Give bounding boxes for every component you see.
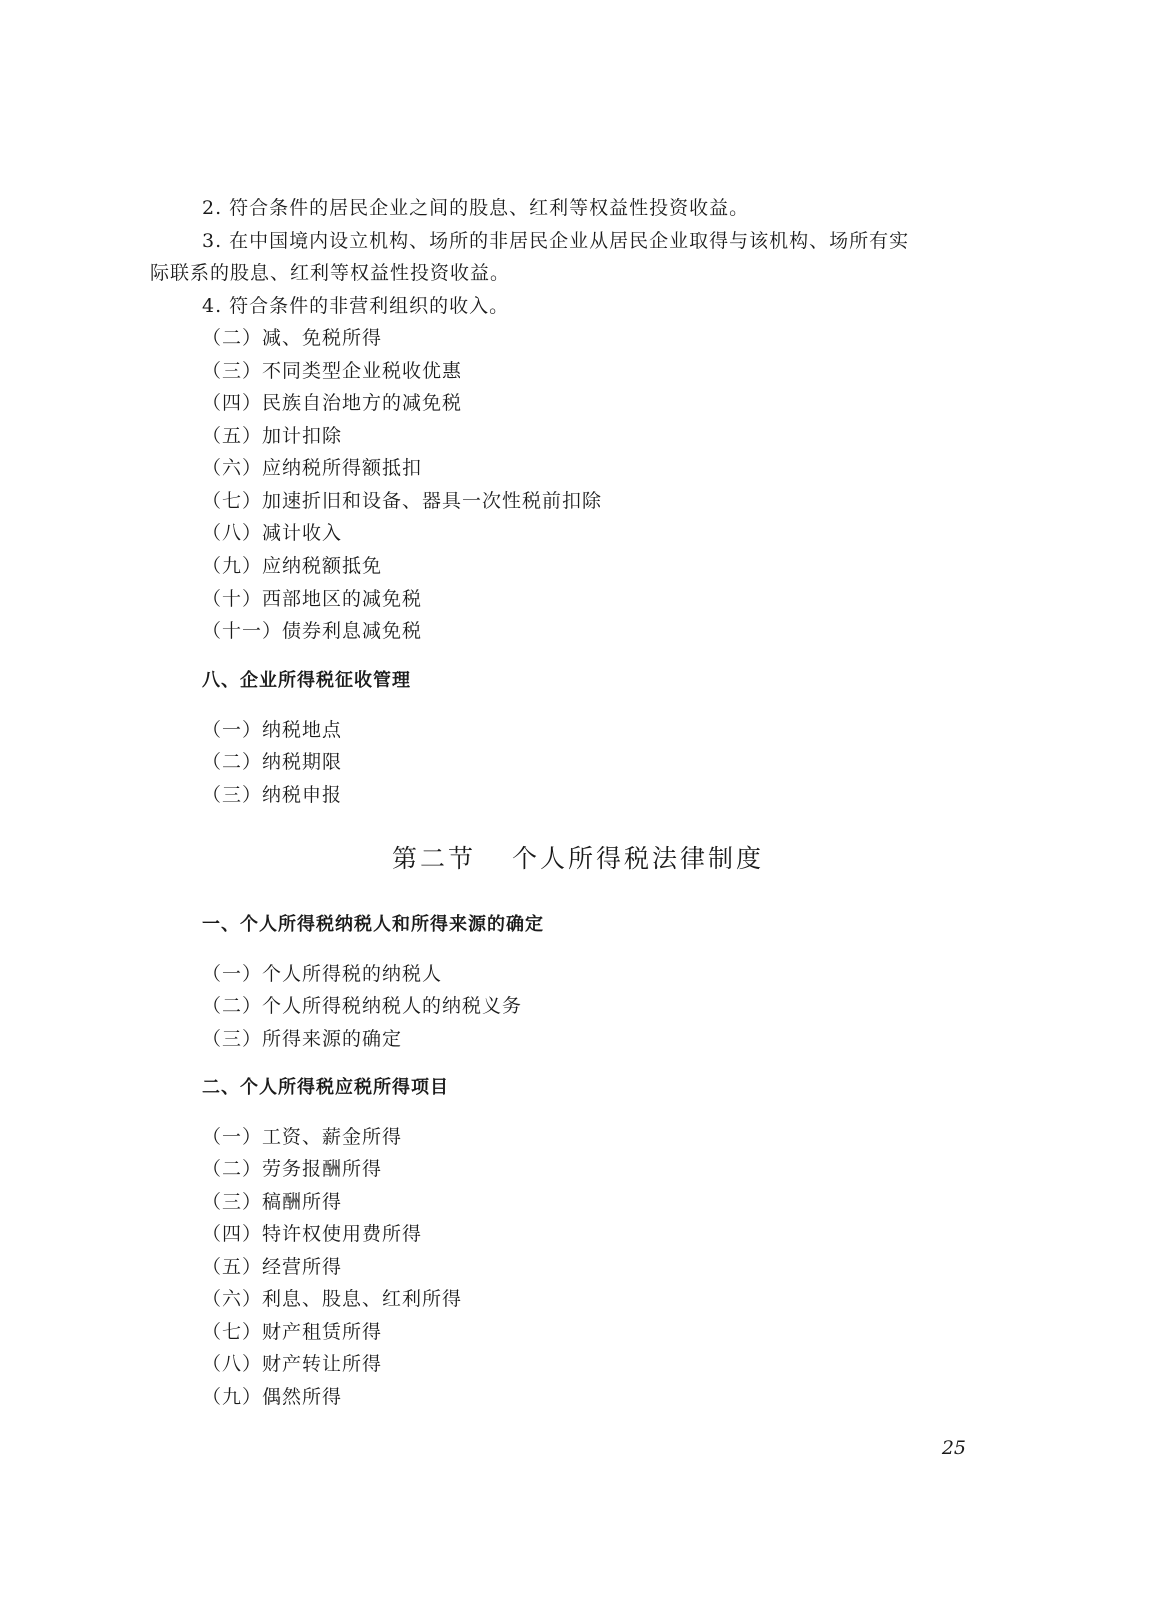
- list-item: （十）西部地区的减免税: [202, 588, 423, 610]
- list-item: （五）经营所得: [202, 1256, 343, 1278]
- paragraph-item-3-line1: 3. 在中国境内设立机构、场所的非居民企业从居民企业取得与该机构、场所有实: [202, 230, 910, 252]
- list-item: （六）利息、股息、红利所得: [202, 1288, 463, 1310]
- list-item: （九）偶然所得: [202, 1386, 343, 1408]
- list-item: （八）减计收入: [202, 522, 343, 544]
- list-item: （一）纳税地点: [202, 719, 343, 741]
- list-item: （二）纳税期限: [202, 751, 343, 773]
- list-item: （一）个人所得税的纳税人: [202, 963, 443, 985]
- page-number: 25: [941, 1437, 966, 1459]
- list-item: （三）不同类型企业税收优惠: [202, 360, 463, 382]
- list-item: （七）财产租赁所得: [202, 1321, 383, 1343]
- list-item: （二）减、免税所得: [202, 327, 383, 349]
- list-item: （二）劳务报酬所得: [202, 1158, 383, 1180]
- paragraph-item-4: 4. 符合条件的非营利组织的收入。: [202, 295, 510, 317]
- heading-tax-collection: 八、企业所得税征收管理: [202, 670, 411, 691]
- list-item: （九）应纳税额抵免: [202, 555, 383, 577]
- list-item: （四）特许权使用费所得: [202, 1223, 423, 1245]
- list-item: （十一）债券利息减免税: [202, 620, 423, 642]
- list-item: （七）加速折旧和设备、器具一次性税前扣除: [202, 490, 603, 512]
- list-item: （五）加计扣除: [202, 425, 343, 447]
- list-item: （八）财产转让所得: [202, 1353, 383, 1375]
- list-item: （三）纳税申报: [202, 784, 343, 806]
- section-number: 第二节: [391, 844, 476, 873]
- list-item: （三）稿酬所得: [202, 1191, 343, 1213]
- heading-taxable-items: 二、个人所得税应税所得项目: [202, 1077, 449, 1098]
- list-item: （二）个人所得税纳税人的纳税义务: [202, 995, 523, 1017]
- paragraph-item-2: 2. 符合条件的居民企业之间的股息、红利等权益性投资收益。: [202, 197, 750, 219]
- section-name: 个人所得税法律制度: [512, 844, 765, 873]
- list-item: （六）应纳税所得额抵扣: [202, 457, 423, 479]
- list-item: （三）所得来源的确定: [202, 1028, 403, 1050]
- paragraph-item-3-line2: 际联系的股息、红利等权益性投资收益。: [150, 262, 511, 284]
- list-item: （四）民族自治地方的减免税: [202, 392, 463, 414]
- list-item: （一）工资、薪金所得: [202, 1126, 403, 1148]
- section-title: [0, 843, 1156, 875]
- heading-taxpayer: 一、个人所得税纳税人和所得来源的确定: [202, 914, 544, 935]
